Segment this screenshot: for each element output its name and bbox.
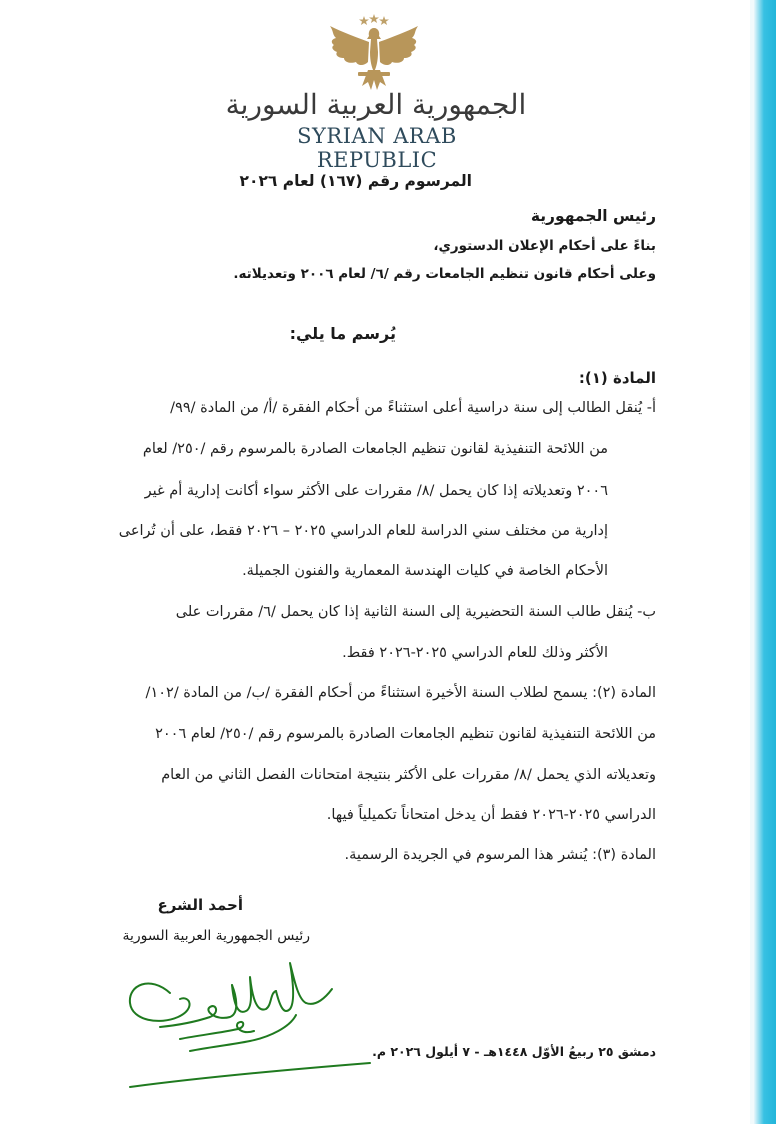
eagle-emblem-icon: [318, 12, 430, 92]
decree-title: المرسوم رقم (١٦٧) لعام ٢٠٢٦: [239, 172, 472, 190]
signer-name: أحمد الشرع: [157, 896, 243, 914]
issuer-title: رئيس الجمهورية: [530, 207, 656, 225]
article-1-line: أ- يُنقل الطالب إلى سنة دراسية أعلى استثناءً من أحكام الفقرة /أ/ من المادة /٩٩/: [170, 400, 656, 416]
date-line: دمشق ٢٥ ربيعُ الأوّل ١٤٤٨هـ - ٧ أيلول ٢٠٢٦ م.: [372, 1044, 656, 1059]
article-1-line: من اللائحة التنفيذية لقانون تنظيم الجامعات الصادرة بالمرسوم رقم /٢٥٠/ لعام: [142, 441, 608, 457]
article-1-line: الأكثر وذلك للعام الدراسي ٢٠٢٥-٢٠٢٦ فقط.: [342, 645, 608, 661]
article-1-line: الأحكام الخاصة في كليات الهندسة المعمارية والفنون الجميلة.: [242, 563, 608, 579]
header-english-name: SYRIAN ARAB REPUBLIC: [297, 124, 457, 172]
handwritten-signature: [120, 955, 380, 1090]
article-1-line: ٢٠٠٦ وتعديلاته إذا كان يحمل /٨/ مقررات على الأكثر سواء أكانت إدارية أم غير: [144, 483, 608, 499]
article-1-line: ب- يُنقل طالب السنة التحضيرية إلى السنة الثانية إذا كان يحمل /٦/ مقررات على: [175, 604, 656, 620]
article-2-line: المادة (٢): يسمح لطلاب السنة الأخيرة استثناءً من أحكام الفقرة /ب/ من المادة /١٠٢/: [145, 685, 656, 701]
basis-line: بناءً على أحكام الإعلان الدستوري،: [433, 238, 656, 254]
article-3-line: المادة (٣): يُنشر هذا المرسوم في الجريدة الرسمية.: [344, 847, 656, 863]
signer-title: رئيس الجمهورية العربية السورية: [122, 928, 310, 944]
article-1-line: إدارية من مختلف سني الدراسة للعام الدراسي ٢٠٢٥ – ٢٠٢٦ فقط، على أن تُراعى: [118, 523, 608, 539]
decrees-heading: يُرسم ما يلي:: [289, 324, 396, 343]
article-1-title: المادة (١):: [578, 369, 656, 387]
page-edge-bar: [754, 0, 776, 1124]
article-2-line: وتعديلاته الذي يحمل /٨/ مقررات على الأكثر بنتيجة امتحانات الفصل الثاني من العام: [161, 767, 656, 783]
header-arabic-name: الجمهورية العربية السورية: [225, 88, 527, 121]
basis-line: وعلى أحكام قانون تنظيم الجامعات رقم /٦/ لعام ٢٠٠٦ وتعديلاته.: [233, 266, 656, 282]
article-2-line: من اللائحة التنفيذية لقانون تنظيم الجامعات الصادرة بالمرسوم رقم /٢٥٠/ لعام ٢٠٠٦: [155, 726, 656, 742]
article-2-line: الدراسي ٢٠٢٥-٢٠٢٦ فقط أن يدخل امتحاناً تكميلياً فيها.: [326, 807, 656, 823]
